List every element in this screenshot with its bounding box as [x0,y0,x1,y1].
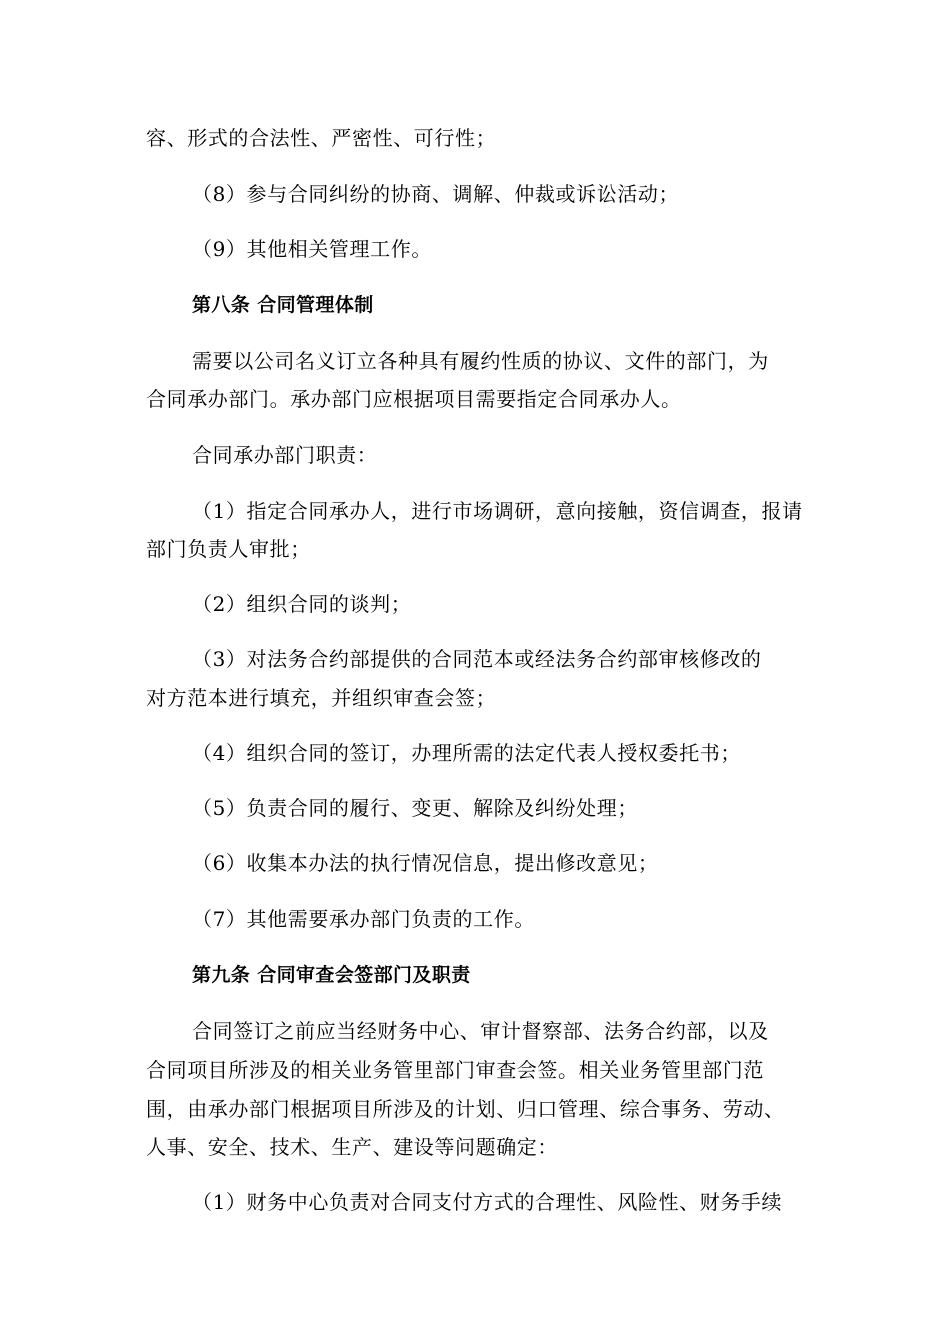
list-item-4: （4）组织合同的签订，办理所需的法定代表人授权委托书； [192,741,741,765]
list-item-1-continuation: 部门负责人审批； [146,537,311,561]
list-item-1-finance: （1）财务中心负责对合同支付方式的合理性、风险性、财务手续 [192,1190,783,1214]
paragraph-line-continuation: 容、形式的合法性、严密性、可行性； [146,126,497,150]
section-heading-article-8: 第八条 合同管理体制 [192,294,374,316]
list-item-5: （5）负责合同的履行、变更、解除及纠纷处理； [192,796,638,820]
list-item-6: （6）收集本办法的执行情况信息，提出修改意见； [192,851,659,875]
list-item-7: （7）其他需要承办部门负责的工作。 [192,907,535,931]
list-item-3-continuation: 对方范本进行填充，并组织审查会签； [146,686,497,710]
paragraph-line: 合同承办部门。承办部门应根据项目需要指定合同承办人。 [146,387,682,411]
paragraph-line: 人事、安全、技术、生产、建设等问题确定： [146,1135,558,1159]
list-item-8: （8）参与合同纠纷的协商、调解、仲裁或诉讼活动； [192,182,680,206]
paragraph-line: 合同项目所涉及的相关业务管里部门审查会签。相关业务管里部门范 [146,1058,764,1082]
section-heading-article-9: 第九条 合同审查会签部门及职责 [192,964,471,986]
list-item-3: （3）对法务合约部提供的合同范本或经法务合约部审核修改的 [192,647,762,671]
paragraph-line: 围，由承办部门根据项目所涉及的计划、归口管理、综合事务、劳动、 [146,1097,785,1121]
paragraph-line: 合同签订之前应当经财务中心、审计督察部、法务合约部，以及 [192,1019,769,1043]
list-item-2: （2）组织合同的谈判； [192,592,412,616]
list-item-1: （1）指定合同承办人，进行市场调研，意向接触，资信调查，报请 [192,499,803,523]
paragraph-line: 需要以公司名义订立各种具有履约性质的协议、文件的部门，为 [192,349,769,373]
list-item-9: （9）其他相关管理工作。 [192,237,432,261]
paragraph-line: 合同承办部门职责： [192,443,378,467]
